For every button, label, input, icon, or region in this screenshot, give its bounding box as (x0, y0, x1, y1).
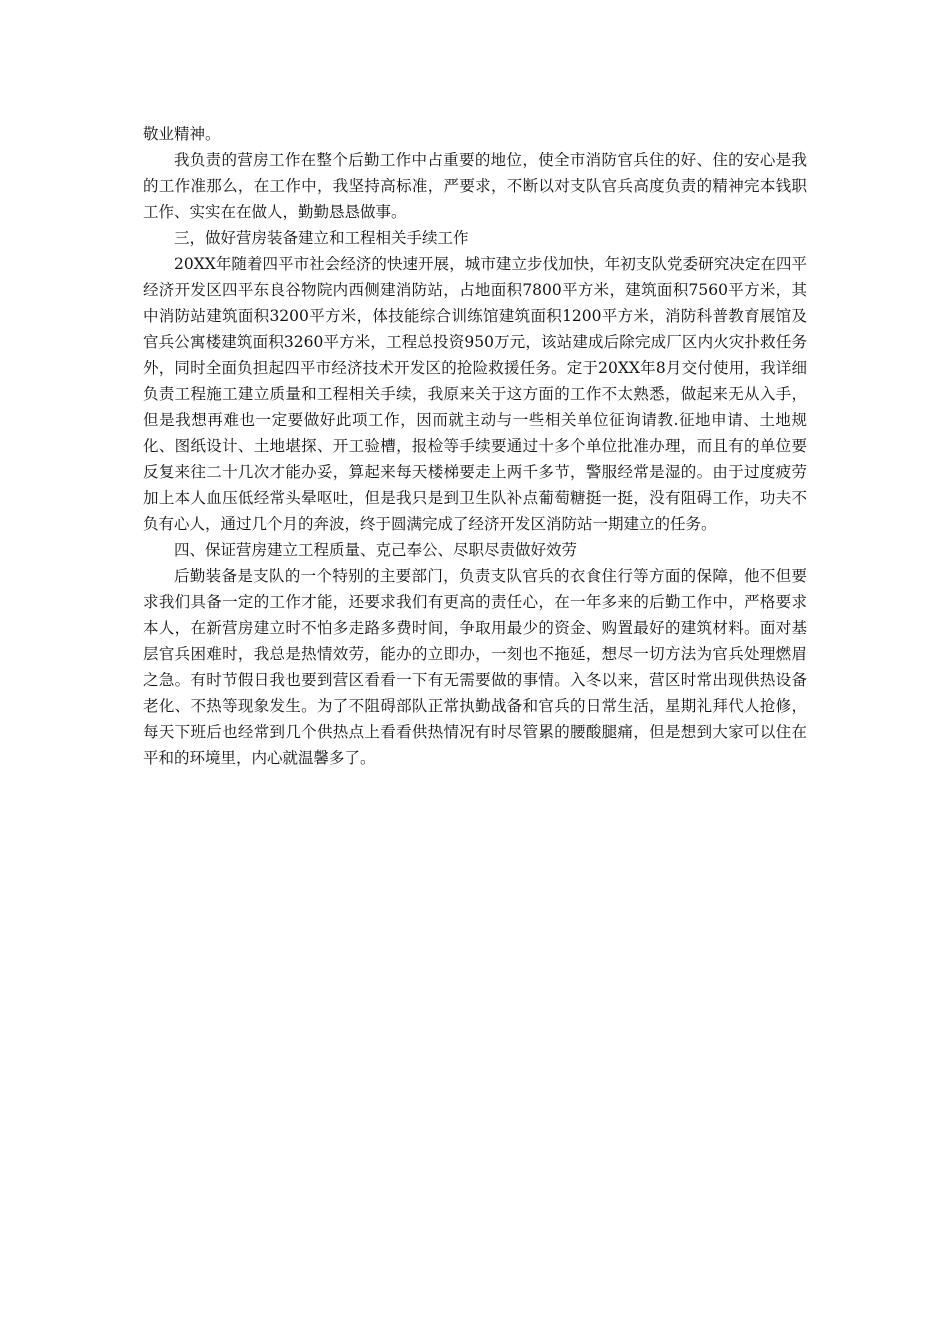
paragraph-fire-station-construction: 20XX年随着四平市社会经济的快速开展，城市建立步伐加快，年初支队党委研究决定在四平经济开发区四平东良谷物院内西侧建消防站，占地面积7800平方米，建筑面积7560平方米，其中消防站建筑面积3200平方米，体技能综合训练馆建筑面积1200平方米，消防科普教育展馆及官兵公寓楼建筑面积3260平方米，工程总投资950万元，该站建成后除完成厂区内火灾扑救任务外，同时全面负担起四平市经济技术开发区的抢险救援任务。定于20XX年8月交付使用，我详细负责工程施工建立质量和工程相关手续，我原来关于这方面的工作不太熟悉，做起来无从入手，但是我想再难也一定要做好此项工作，因而就主动与一些相关单位征询请教.征地申请、土地规化、图纸设计、土地堪探、开工验槽，报检等手续要通过十多个单位批准办理，而且有的单位要反复来往二十几次才能办妥，算起来每天楼梯要走上两千多节，警服经常是湿的。由于过度疲劳加上本人血压低经常头晕呕吐，但是我只是到卫生队补点葡萄糖挺一挺，没有阻碍工作，功夫不负有心人，通过几个月的奔波，终于圆满完成了经济开发区消防站一期建立的任务。 (143, 255, 807, 533)
section-heading-four: 四、保证营房建立工程质量、克己奉公、尽职尽责做好效劳 (174, 541, 578, 559)
section-heading-three: 三，做好营房装备建立和工程相关手续工作 (174, 229, 469, 247)
paragraph-logistics-service: 后勤装备是支队的一个特别的主要部门，负责支队官兵的衣食住行等方面的保障，他不但要求我们具备一定的工作才能，还要求我们有更高的责任心，在一年多来的后勤工作中，严格要求本人，在新营房建立时不怕多走路多费时间，争取用最少的资金、购置最好的建筑材料。面对基层官兵困难时，我总是热情效劳，能办的立即办，一刻也不拖延，想尽一切方法为官兵处理燃眉之急。有时节假日我也要到营区看看一下有无需要做的事情。入冬以来，营区时常出现供热设备老化、不热等现象发生。为了不阻碍部队正常执勤战备和官兵的日常生活，星期礼拜代人抢修，每天下班后也经常到几个供热点上看看供热情况有时尽管累的腰酸腿痛，但是想到大家可以住在平和的环境里，内心就温馨多了。 (143, 567, 807, 767)
paragraph-continuation: 敬业精神。 (143, 125, 221, 143)
document-body (143, 121, 807, 771)
paragraph-barracks-duty: 我负责的营房工作在整个后勤工作中占重要的地位，使全市消防官兵住的好、住的安心是我的工作准那么，在工作中，我坚持高标准，严要求，不断以对支队官兵高度负责的精神完本钱职工作、实实在在做人，勤勤恳恳做事。 (143, 151, 807, 221)
